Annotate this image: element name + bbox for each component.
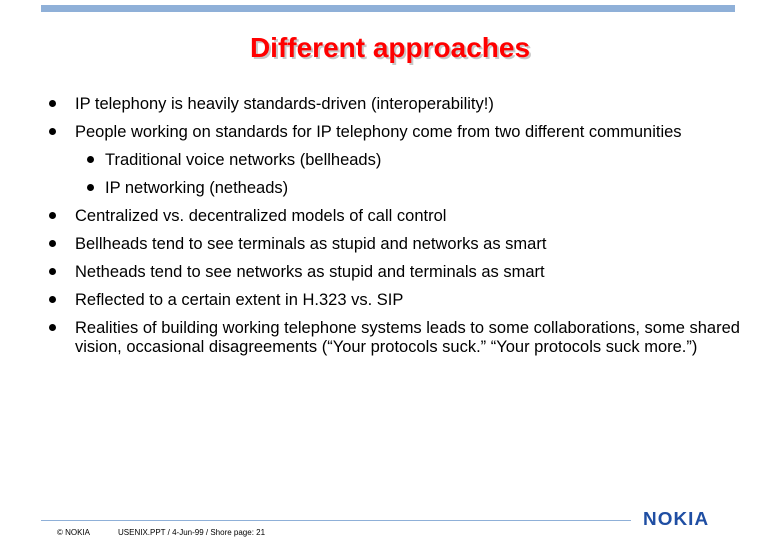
sub-bullet-item: [105, 151, 381, 170]
bullet-text: People working on standards for IP telephony come from two different communities: [75, 123, 682, 141]
sub-bullet-text: Traditional voice networks (bellheads): [105, 151, 382, 169]
bullet-dot-icon: [87, 156, 94, 163]
footer-divider: [41, 520, 631, 521]
bullet-item: [75, 319, 745, 357]
sub-bullet-text: IP networking (netheads): [105, 179, 289, 197]
bullet-text: Bellheads tend to see terminals as stupid and networks as smart: [75, 235, 547, 253]
nokia-logo: NOKIA: [643, 509, 710, 529]
bullet-item: [75, 291, 403, 310]
bullet-item: [75, 207, 446, 226]
bullet-text: Netheads tend to see networks as stupid and terminals as smart: [75, 263, 545, 281]
slide-title: Different approaches: [249, 32, 531, 63]
bullet-dot-icon: [49, 268, 56, 275]
footer-copyright: © NOKIA: [57, 528, 91, 537]
bullet-dot-icon: [49, 212, 56, 219]
bullet-text: IP telephony is heavily standards-driven (interoperability!): [75, 95, 494, 113]
bullet-item: [75, 235, 546, 254]
bullet-dot-icon: [49, 296, 56, 303]
bullet-dot-icon: [49, 324, 56, 331]
bullet-dot-icon: [49, 100, 56, 107]
bullet-dot-icon: [49, 240, 56, 247]
bullet-text: Realities of building working telephone systems leads to some collaborations, some shared vision, occasional disagreements (“Your protocols suck.” “Your protocols suck more.”): [75, 319, 740, 356]
footer-info: USENIX.PPT / 4-Jun-99 / Shore page: 21: [118, 528, 266, 537]
bullet-item: [75, 95, 494, 114]
bullet-text: Reflected to a certain extent in H.323 vs. SIP: [75, 291, 404, 309]
bullet-item: [75, 263, 545, 282]
bullet-text: Centralized vs. decentralized models of call control: [75, 207, 447, 225]
bullet-dot-icon: [87, 184, 94, 191]
bullet-item: [75, 123, 682, 142]
sub-bullet-item: [105, 179, 288, 198]
bullet-dot-icon: [49, 128, 56, 135]
